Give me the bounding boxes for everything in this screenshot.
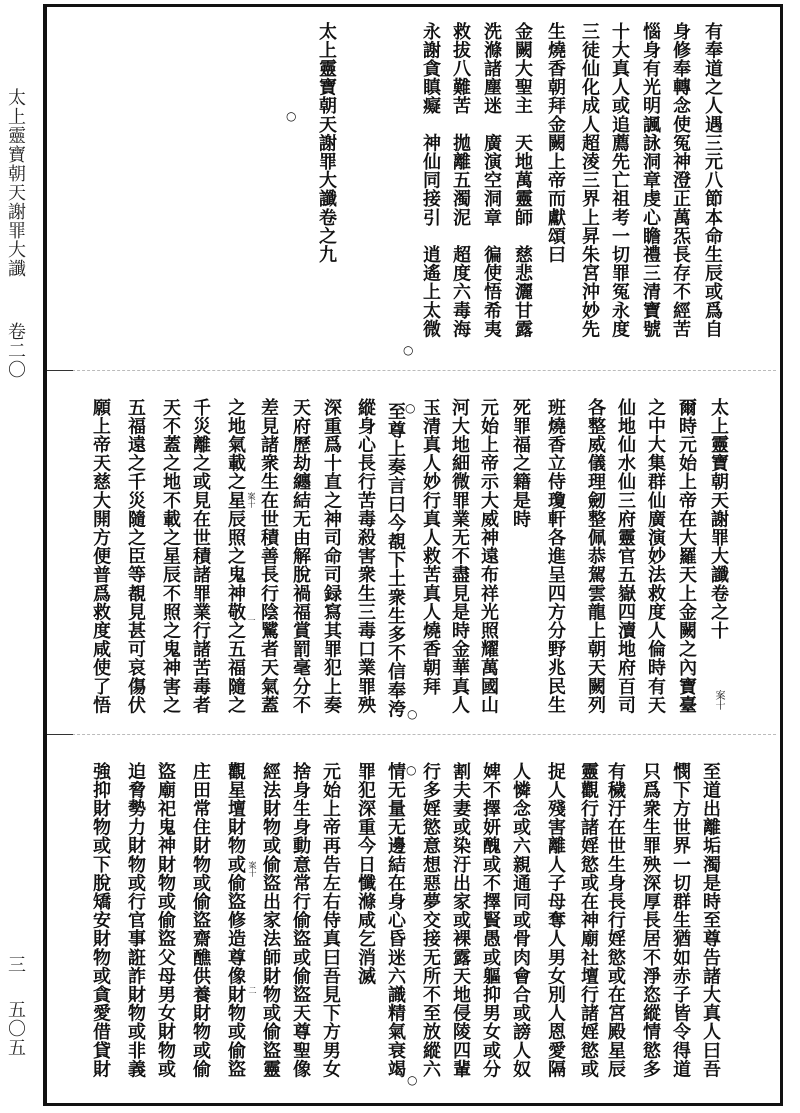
text-column: 觀星壇財物或偷盜修造尊像財物或偷盜	[225, 762, 246, 1079]
folio-note: 案十	[248, 861, 257, 877]
text-column: 爾時元始上帝在大羅天上金闕之內寶臺	[676, 398, 697, 715]
closing-title: 太上靈寶朝天謝罪大讖卷之九	[316, 22, 337, 264]
text-column: 經法財物或偷盜出家法師財物或偷盜靈	[260, 762, 281, 1079]
text-column: 願上帝天慈大開方便普爲救度咸使了悟	[90, 398, 111, 715]
folio-note: 二	[248, 986, 257, 994]
text-column: 身修奉轉念使冤神澄正萬炁長存不經苦	[670, 22, 691, 339]
text-column: 憫下方世界一切群生猶如赤子皆令得道	[670, 762, 691, 1079]
text-column: 生燒香朝拜金闕上帝而獻頌曰	[545, 22, 566, 264]
text-column: 婢不擇妍醜或不擇賢愚或軀抑男女或分	[480, 762, 501, 1079]
margin-page-number: 五〇五	[5, 1000, 26, 1057]
text-column: 班燒香立侍瓊軒各進呈四方分野兆民生	[545, 398, 566, 715]
text-column: 只爲衆生罪殃深厚長居不淨恣縱情慾多	[640, 762, 661, 1079]
text-column: 捉人殘害離人子母奪人男女別人恩愛隔	[545, 762, 566, 1079]
text-column: 庄田常住財物或偷盜齋醮供養財物或偷	[190, 762, 211, 1079]
circle-mark: ○	[407, 1073, 418, 1087]
text-column: 惱身有光明諷詠洞章虔心瞻禮三清寶號	[640, 22, 661, 339]
panel-divider	[47, 734, 776, 735]
folio-note: 一	[247, 616, 256, 624]
text-column: 行多婬慾意想惡夢交接无所不至放縱六	[420, 762, 441, 1079]
circle-mark: ○	[407, 707, 418, 721]
text-column: 盜廟祀鬼神財物或偷盜父母男女財物或	[155, 762, 176, 1079]
verse-column: 洗滌諸塵迷 廣演空洞章 徧使悟希夷	[481, 22, 502, 339]
margin-book-title: 太上靈寶朝天謝罪大讖	[5, 88, 26, 278]
text-column: 五福遠之千災隨之臣等覩見甚可哀傷伏	[125, 398, 146, 715]
margin-section: 三	[5, 955, 26, 974]
margin-volume: 卷二〇	[5, 322, 26, 379]
verse-column: 金闕大聖主 天地萬靈師 慈悲灑甘露	[512, 22, 533, 339]
text-column: 各整威儀理劒整佩恭駕雲龍上朝天闕列	[585, 398, 606, 715]
text-column: 三徒仙化成人超淩三界上昇朱宮沖妙先	[579, 22, 600, 339]
text-column: 強抑財物或下脫矯安財物或貪愛借貸財	[90, 762, 111, 1079]
title-note: 案十	[713, 690, 724, 710]
chapter-title: 太上靈寶朝天謝罪大讖卷之十	[708, 398, 729, 640]
text-column: 靈觀行諸婬慾或在神廟社壇行諸婬慾或	[578, 762, 599, 1079]
text-column: 捨身生身動意常行偷盜或偷盜天尊聖像	[290, 762, 311, 1079]
text-column: 元始上帝再告左右侍真曰吾見下方男女	[320, 762, 341, 1079]
text-column: 至尊上奏言曰今覩下土衆生多不信奉洿	[385, 402, 406, 719]
text-column: 死罪福之籍是時	[510, 398, 531, 529]
text-column: 千災離之或見在世積諸罪業行諸苦毒者	[190, 398, 211, 715]
text-column: 人憐念或六親通同或骨肉會合或謗人奴	[510, 762, 531, 1079]
text-column: 有奉道之人遇三元八節本命生辰或爲自	[702, 22, 723, 339]
text-column: 至道出離垢濁是時至尊告諸大真人曰吾	[700, 762, 721, 1079]
circle-mark: ○	[403, 343, 414, 357]
text-column: 縱身心長行苦毒殺害衆生三毒口業罪殃	[355, 398, 376, 715]
text-column: 差見諸衆生在世積善長行陰騭者天氣蓋	[258, 398, 279, 715]
text-column: 天府歷劫纏結无由解脫禍福賞罰毫分不	[290, 398, 311, 715]
text-column: 天不蓋之地不載之星辰不照之鬼神害之	[160, 398, 181, 715]
text-column: 玉清真人妙行真人救苦真人燒香朝拜	[420, 398, 441, 696]
verse-column: 永謝貪瞋癡 神仙同接引 逍遙上太微	[420, 22, 441, 339]
text-column: 迫脅勢力財物或行官事誑詐財物或非義	[125, 762, 146, 1079]
verse-column: 救拔八難苦 拋離五濁泥 超度六毒海	[450, 22, 471, 339]
text-column: 罪犯深重今日懺滌咸乞消滅	[355, 762, 376, 986]
text-column: 之中大集群仙廣演妙法救度人倫時有天	[645, 398, 666, 715]
panel-divider	[47, 370, 776, 371]
text-column: 十大真人或追薦先亡祖考一切罪冤永度	[609, 22, 630, 339]
text-column: 元始上帝示大威神遠布祥光照耀萬國山	[478, 398, 499, 715]
circle-mark: ○	[286, 109, 297, 123]
text-column: 情无量无邊結在身心昏迷六識精氣衰竭	[385, 762, 406, 1079]
circle-mark: ○	[405, 401, 416, 415]
text-column: 之地氣載之星辰照之鬼神敬之五福隨之	[225, 398, 246, 715]
text-column: 深重爲十直之神司命司録寫其罪犯上奏	[321, 398, 342, 715]
circle-mark: ○	[406, 763, 417, 777]
folio-note: 案十	[247, 492, 256, 508]
text-column: 河大地細微罪業无不盡見是時金華真人	[449, 398, 470, 715]
text-column: 有穢汙在世生身長行婬慾或在宮殿星辰	[605, 762, 626, 1079]
text-column: 仙地仙水仙三府靈官五嶽四瀆地府百司	[615, 398, 636, 715]
text-column: 割夫妻或染汙出家或裸露天地侵陵四輩	[450, 762, 471, 1079]
